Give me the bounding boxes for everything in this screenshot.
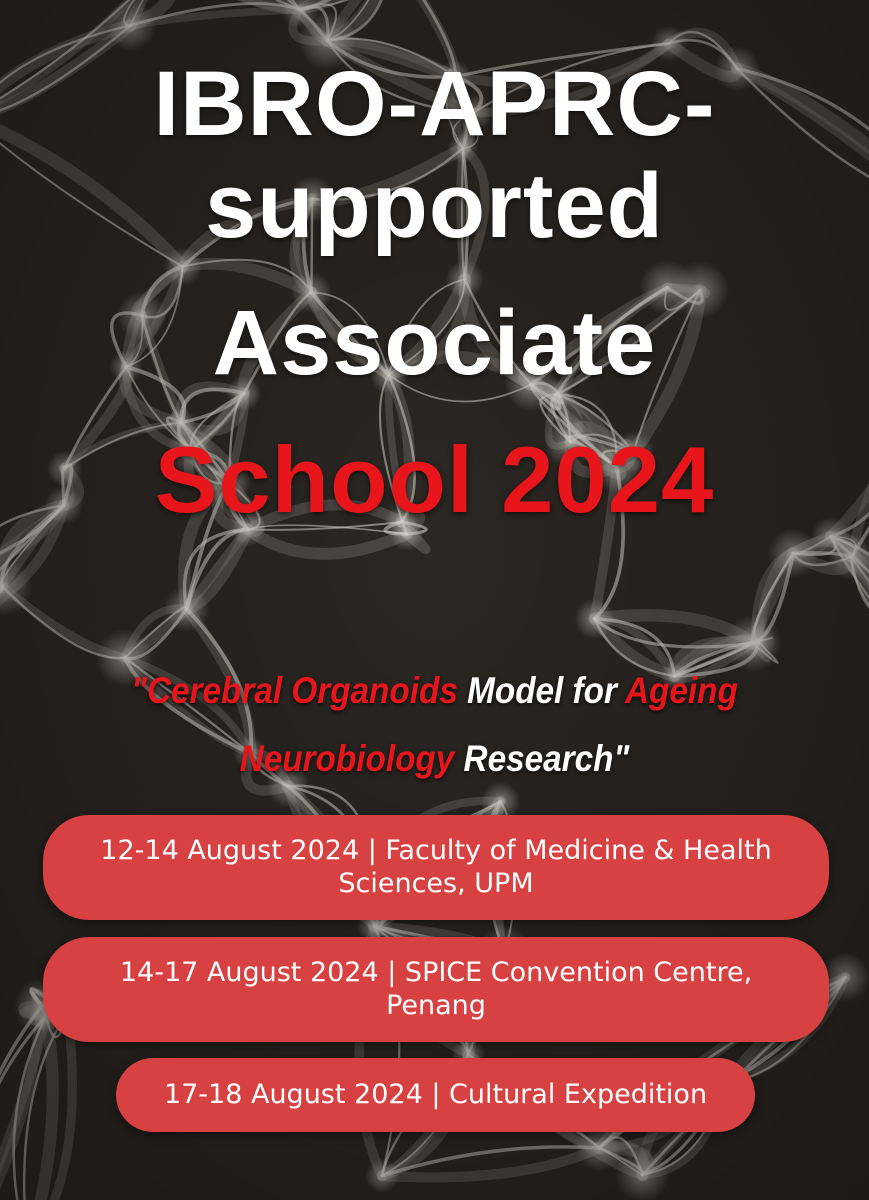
subtitle-segment: "Cerebral Organoids (131, 670, 458, 711)
subtitle-line-1 (43, 672, 825, 709)
subtitle-segment: Ageing (624, 670, 738, 711)
event-label: 17-18 August 2024 | Cultural Expedition (163, 1078, 708, 1110)
event-pill-penang (43, 937, 829, 1042)
event-pill-upm (43, 815, 829, 920)
event-pill-expedition (116, 1058, 755, 1132)
title-line-3: Associate (212, 292, 657, 394)
subtitle-segment: Research" (454, 738, 630, 779)
subtitle-line-2 (43, 740, 825, 777)
title-highlight: School 2024 (154, 427, 715, 532)
subtitle-segment: Neurobiology (239, 738, 455, 779)
title-line-2: supported (205, 155, 664, 257)
title-line-1: IBRO-APRC- (153, 53, 716, 155)
subtitle-segment: Model for (457, 670, 625, 711)
event-label: 12-14 August 2024 | Faculty of Medicine & Health Sciences, UPM (100, 835, 772, 899)
event-label: 14-17 August 2024 | SPICE Convention Centre, Penang (119, 957, 753, 1021)
